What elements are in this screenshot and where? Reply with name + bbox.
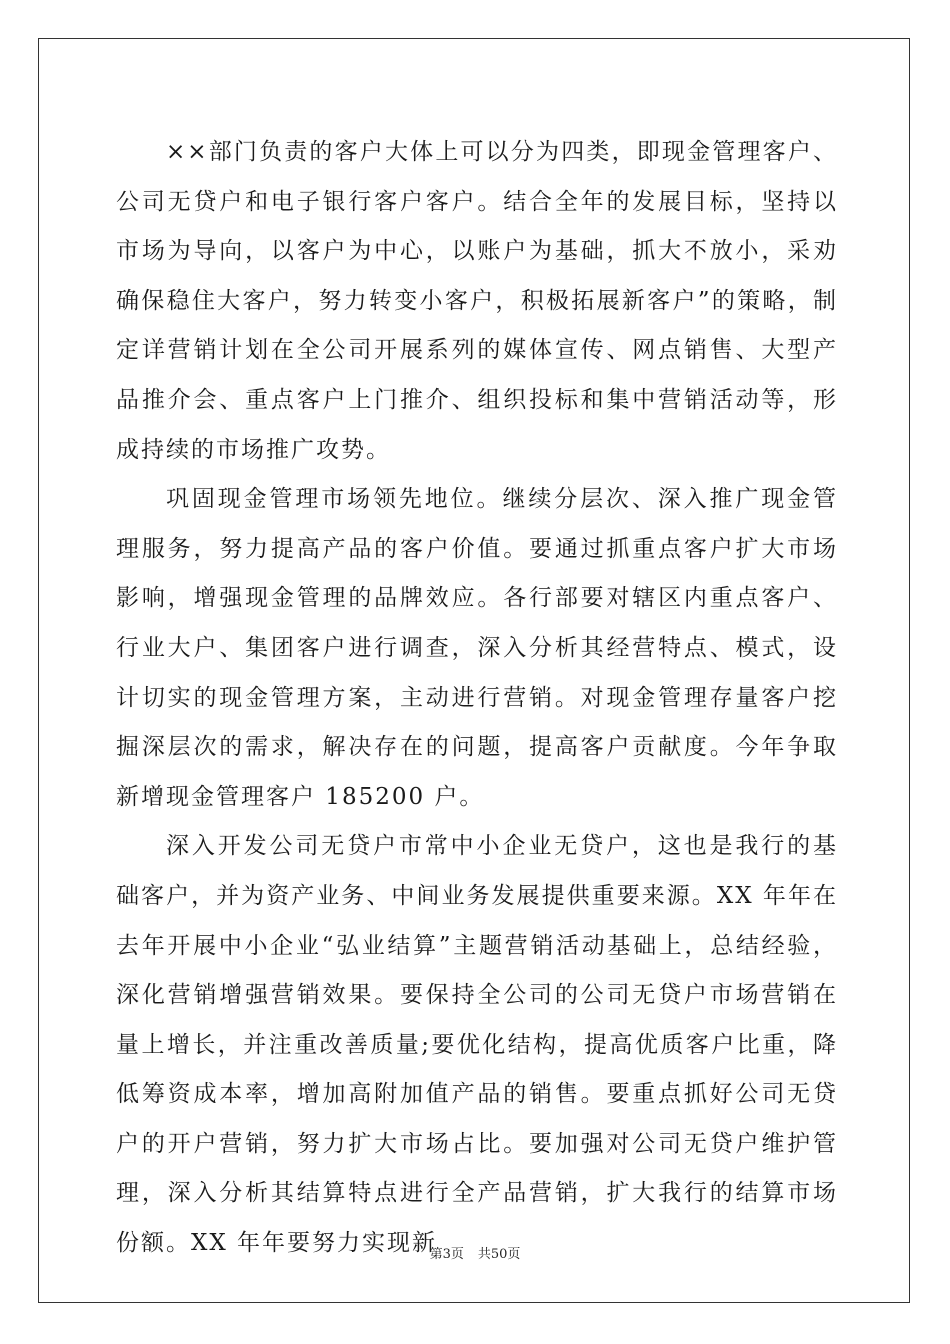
paragraph-cash-management: 巩固现金管理市场领先地位。继续分层次、深入推广现金管理服务，努力提高产品的客户价值。要通过抓重点客户扩大市场影响，增强现金管理的品牌效应。各行部要对辖区内重点客户、行业大户、集团客户进行调查，深入分析其经营特点、模式，设计切实的现金管理方案，主动进行营销。对现金管理存量客户挖掘深层次的需求，解决存在的问题，提高客户贡献度。今年争取新增现金管理客户 185200 户。 bbox=[116, 486, 838, 810]
page-footer bbox=[0, 1243, 950, 1262]
document-body bbox=[116, 128, 838, 1269]
page-number: 第3页 bbox=[429, 1247, 464, 1262]
paragraph-customer-categories: ××部门负责的客户大体上可以分为四类，即现金管理客户、公司无贷户和电子银行客户客户。结合全年的发展目标，坚持以市场为导向，以客户为中心，以账户为基础，抓大不放小，采劝确保稳住大客户，努力转变小客户，积极拓展新客户”的策略，制定详营销计划在全公司开展系列的媒体宣传、网点销售、大型产品推介会、重点客户上门推介、组织投标和集中营销活动等，形成持续的市场推广攻势。 bbox=[116, 139, 838, 463]
paragraph-non-loan-clients: 深入开发公司无贷户市常中小企业无贷户，这也是我行的基础客户，并为资产业务、中间业务发展提供重要来源。XX 年年在去年开展中小企业“弘业结算”主题营销活动基础上，总结经验，深化营销增强营销效果。要保持全公司的公司无贷户市场营销在量上增长，并注重改善质量;要优化结构，提高优质客户比重，降低筹资成本率，增加高附加值产品的销售。要重点抓好公司无贷户的开户营销，努力扩大市场占比。要加强对公司无贷户维护管理，深入分析其结算特点进行全产品营销，扩大我行的结算市场份额。XX 年年要努力实现新 bbox=[116, 833, 838, 1257]
page-total: 共50页 bbox=[477, 1247, 521, 1262]
